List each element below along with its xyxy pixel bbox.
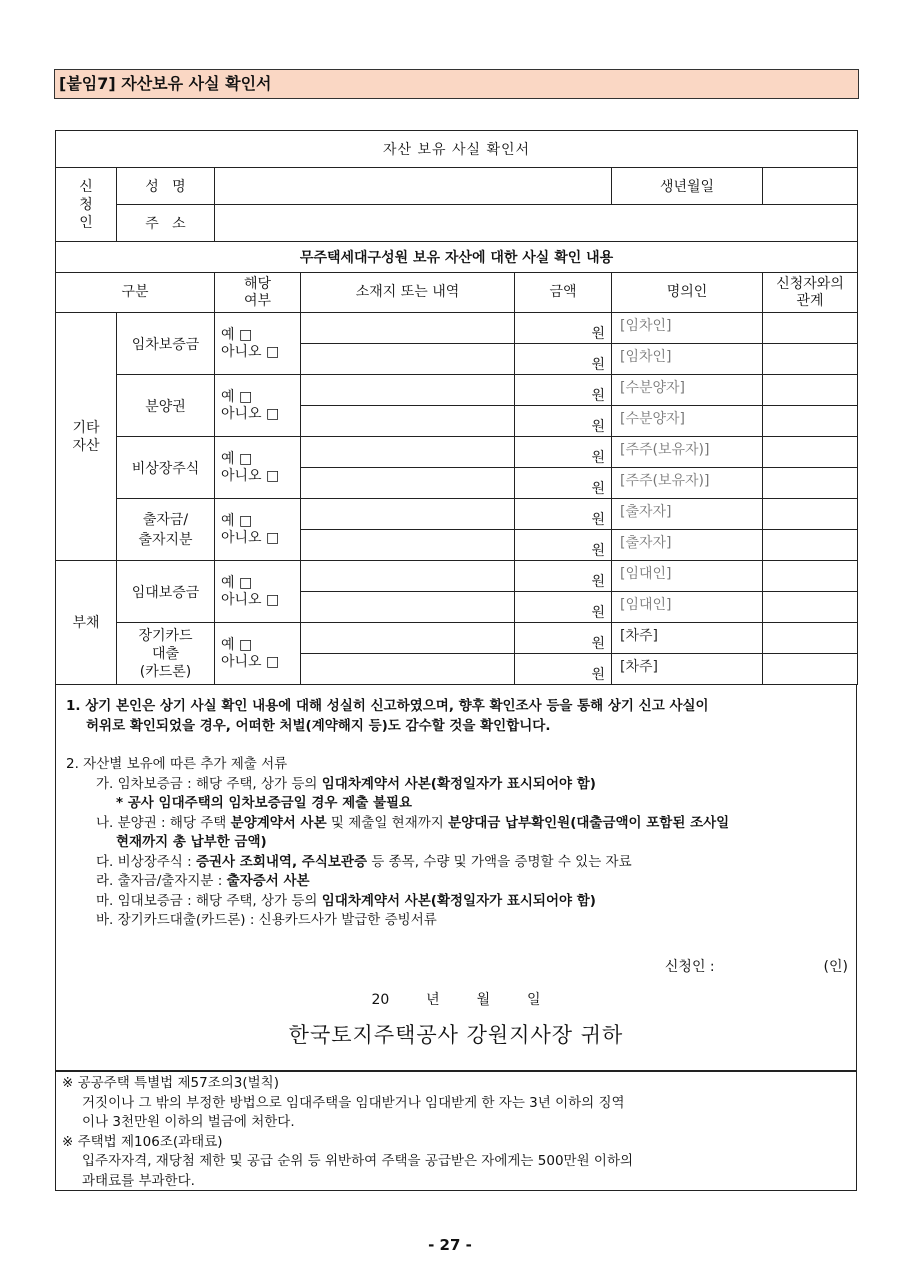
relation-field[interactable] [763,344,858,375]
yes-option[interactable]: 예 □ [221,450,253,467]
yes-option[interactable]: 예 □ [221,636,253,653]
relation-field[interactable] [763,437,858,468]
holder-field[interactable]: [수분양자] [612,375,763,406]
no-option[interactable]: 아니오 □ [221,405,280,422]
note-na-text: 나. 분양권 : 해당 주택 [96,814,231,831]
birth-field[interactable] [763,168,858,205]
location-field[interactable] [301,344,515,375]
note-da-bold: 증권사 조회내역, 주식보관증 [195,853,367,870]
note-2-heading: 2. 자산별 보유에 따른 추가 제출 서류 [66,756,288,772]
penalty-line-2: 거짓이나 그 밖의 부정한 방법으로 임대주택을 임대받거나 임대받게 한 자는 3년 이하의 징역 [82,1094,625,1111]
amount-field[interactable]: 원 [515,406,612,437]
amount-field[interactable]: 원 [515,344,612,375]
note-ra-bold: 출자증서 사본 [226,873,310,889]
item-label: 출자금/ 출자지분 [117,499,215,561]
address-field[interactable] [215,205,858,242]
item-label: 장기카드 대출 (카드론) [117,623,215,685]
location-field[interactable] [301,499,515,530]
amount-field[interactable]: 원 [515,437,612,468]
applicable-checkbox[interactable] [215,623,301,685]
header-category: 구분 [56,273,215,313]
item-label: 임대보증금 [117,561,215,623]
relation-field[interactable] [763,623,858,654]
location-field[interactable] [301,654,515,685]
relation-field[interactable] [763,561,858,592]
location-field[interactable] [301,592,515,623]
amount-field[interactable]: 원 [515,468,612,499]
relation-field[interactable] [763,592,858,623]
applicable-checkbox[interactable] [215,313,301,375]
header-amount: 금액 [515,273,612,313]
note-da-text: 다. 비상장주식 : [96,853,196,870]
holder-field[interactable]: [출자자] [612,499,763,530]
seal-label[interactable]: (인) [823,959,848,975]
amount-field[interactable]: 원 [515,313,612,344]
amount-field[interactable]: 원 [515,561,612,592]
asset-form [55,130,857,1191]
item-label: 임차보증금 [117,313,215,375]
group-other-assets: 기타 자산 [56,313,117,561]
note-na-bold-1: 분양계약서 사본 [230,814,327,831]
header-holder: 명의인 [612,273,763,313]
item-label: 비상장주식 [117,437,215,499]
note-1-line-2: 허위로 확인되었을 경우, 어떠한 처벌(계약해지 등)도 감수할 것을 확인합니다. [86,717,551,734]
relation-field[interactable] [763,499,858,530]
applicable-checkbox[interactable] [215,499,301,561]
location-field[interactable] [301,468,515,499]
relation-field[interactable] [763,468,858,499]
holder-field[interactable]: [수분양자] [612,406,763,437]
amount-field[interactable]: 원 [515,375,612,406]
holder-field[interactable]: [임대인] [612,561,763,592]
location-field[interactable] [301,437,515,468]
header-applicable: 해당 여부 [215,273,301,313]
penalty-line-1: ※ 공공주택 특별법 제57조의3(벌칙) [62,1075,279,1091]
birth-label: 생년월일 [612,168,763,205]
holder-field[interactable]: [주주(보유자)] [612,437,763,468]
yes-option[interactable]: 예 □ [221,574,253,591]
location-field[interactable] [301,313,515,344]
amount-field[interactable]: 원 [515,592,612,623]
note-na-text-2: 및 제출일 현재까지 [326,814,449,831]
note-ma-text: 마. 임대보증금 : 해당 주택, 상가 등의 [96,892,322,909]
no-option[interactable]: 아니오 □ [221,467,280,484]
applicable-checkbox[interactable] [215,561,301,623]
penalty-notice [55,1071,857,1191]
location-field[interactable] [301,406,515,437]
amount-field[interactable]: 원 [515,499,612,530]
location-field[interactable] [301,375,515,406]
amount-field[interactable]: 원 [515,530,612,561]
penalty-line-3: 이나 3천만원 이하의 벌금에 처한다. [82,1114,295,1130]
holder-field[interactable]: [임대인] [612,592,763,623]
no-option[interactable]: 아니오 □ [221,653,280,670]
note-na-bold-2: 분양대금 납부확인원(대출금액이 포함된 조사일 [448,814,730,831]
note-ga-text: 가. 임차보증금 : 해당 주택, 상가 등의 [96,775,322,792]
note-ga-bold: 임대차계약서 사본(확정일자가 표시되어야 함) [321,775,596,792]
form-title: 자산 보유 사실 확인서 [56,131,858,168]
group-liabilities: 부채 [56,561,117,685]
relation-field[interactable] [763,313,858,344]
note-ma-bold: 임대차계약서 사본(확정일자가 표시되어야 함) [321,892,596,909]
penalty-line-5: 입주자자격, 재당첨 제한 및 공급 순위 등 위반하여 주택을 공급받은 자에게는 500만원 이하의 [82,1153,634,1169]
header-location: 소재지 또는 내역 [301,273,515,313]
penalty-line-4: ※ 주택법 제106조(과태료) [62,1133,223,1150]
location-field[interactable] [301,530,515,561]
amount-field[interactable]: 원 [515,623,612,654]
holder-field[interactable]: [주주(보유자)] [612,468,763,499]
yes-option[interactable]: 예 □ [221,388,253,405]
note-na-bold-3: 현재까지 총 납부한 금액) [116,834,267,850]
header-relation: 신청자와의 관계 [763,273,858,313]
page-number: - 27 - [428,1236,472,1254]
applicant-label: 신 청 인 [56,168,117,242]
applicant-signature-label: 신청인 : [664,959,715,975]
note-ra-text: 라. 출자금/출자지분 : [96,873,227,889]
item-label: 분양권 [117,375,215,437]
signature-line [665,958,848,978]
yes-option[interactable]: 예 □ [221,326,253,343]
penalty-line-6: 과태료를 부과한다. [82,1172,195,1189]
name-field[interactable] [215,168,612,205]
no-option[interactable]: 아니오 □ [221,591,280,608]
holder-field[interactable]: [차주] [612,654,763,685]
section-title: 무주택세대구성원 보유 자산에 대한 사실 확인 내용 [56,242,858,273]
attachment-label: [붙임7] 자산보유 사실 확인서 [54,69,859,99]
note-ba: 바. 장기카드대출(카드론) : 신용카드사가 발급한 증빙서류 [96,912,437,928]
applicable-checkbox[interactable] [215,375,301,437]
holder-field[interactable]: [임차인] [612,313,763,344]
note-da-text-2: 등 종목, 수량 및 가액을 증명할 수 있는 자료 [367,853,632,870]
holder-field[interactable]: [임차인] [612,344,763,375]
amount-field[interactable]: 원 [515,654,612,685]
relation-field[interactable] [763,406,858,437]
notes-section [55,685,857,1071]
no-option[interactable]: 아니오 □ [221,343,280,360]
location-field[interactable] [301,623,515,654]
location-field[interactable] [301,561,515,592]
asset-table [55,130,858,685]
applicable-checkbox[interactable] [215,437,301,499]
relation-field[interactable] [763,654,858,685]
name-label: 성 명 [117,168,215,205]
addressee: 한국토지주택공사 강원지사장 귀하 [288,1023,624,1047]
no-option[interactable]: 아니오 □ [221,529,280,546]
address-label: 주 소 [117,205,215,242]
holder-field[interactable]: [차주] [612,623,763,654]
holder-field[interactable]: [출자자] [612,530,763,561]
date-line: 20 년 월 일 [371,992,541,1008]
yes-option[interactable]: 예 □ [221,512,253,529]
note-1-line-1: 1. 상기 본인은 상기 사실 확인 내용에 대해 성실히 신고하였으며, 향후 확인조사 등을 통해 상기 신고 사실이 [66,698,709,714]
note-ga-star: * 공사 임대주택의 임차보증금일 경우 제출 불필요 [116,795,413,811]
relation-field[interactable] [763,375,858,406]
relation-field[interactable] [763,530,858,561]
